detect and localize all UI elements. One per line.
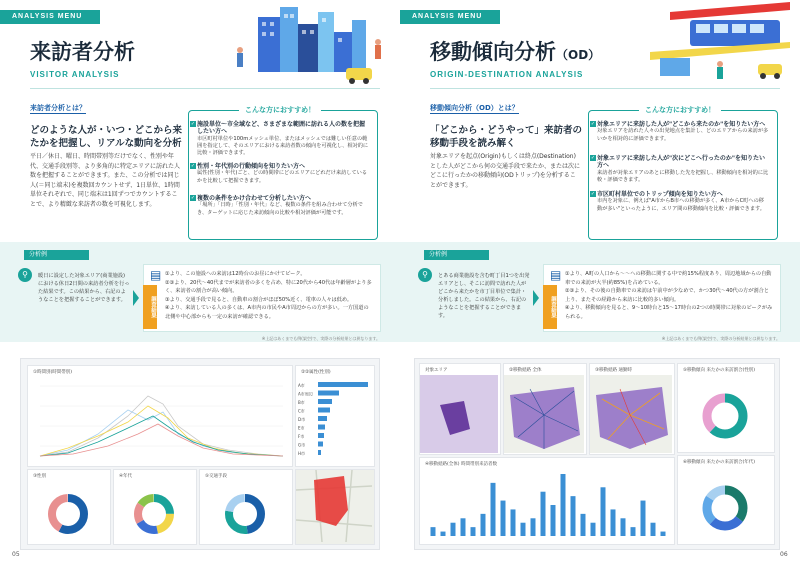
footnote: ※上記はあくまでも例(架空)で、実際の分析結果とは異なります。	[261, 336, 380, 341]
bar	[641, 501, 646, 536]
bar	[621, 518, 626, 536]
recommend-item-text: 市区町村単位や100mメッシュ単位、またはメッシュでは難しい任意の範囲を指定して、そのエリアにおける来訪者数の傾向を可視化し、相対的に比較・評価できます。	[197, 135, 369, 157]
panel-title: ②移動経路 全体	[509, 368, 542, 373]
page-title-suffix: （OD）	[556, 48, 601, 62]
bar	[441, 532, 446, 536]
map	[420, 375, 498, 453]
bar	[531, 518, 536, 536]
result-item: ①より、この施設への来訪は12時台のお昼にかけてピーク。	[165, 271, 306, 277]
recommend-item	[190, 121, 369, 157]
bar-label: A市周辺	[298, 391, 313, 397]
result-item: ①より、A町の人口から～～への移動に関する中で約15%程度あり、周辺地域からの自動車での来訪が大半(約85%)を占めている。	[565, 271, 772, 286]
lead-text: どのような人が・いつ・どこから来たかを把握し、リアルな動向を分析	[30, 125, 183, 149]
panel-title: 対象エリア	[425, 368, 448, 373]
recommend-item	[590, 155, 769, 184]
search-icon: ⚲	[18, 268, 32, 282]
lead-text: 「どこから・どうやって」来訪者の移動手段を読み解く	[430, 125, 583, 149]
body-text: 対象エリアを起点(Origin)もしくは終点(Destination)とした人がどこから何の交通手段で来たか、または次にどこに行ったかの移動傾向(ODトリップ)を分析することができます。	[430, 153, 581, 189]
series-line	[40, 406, 283, 456]
donut-panel-gender	[27, 469, 111, 545]
example-text: 暖日に設定した対象エリア(商業施設)における休日2日間の来訪者分析を行った結果です。この結果から、右記のようなことを把握することができます。	[38, 273, 130, 303]
map-panel-target	[419, 363, 501, 455]
result-label: 調査結果	[143, 285, 157, 329]
panel-title: ⑤交通手段	[205, 474, 228, 479]
recommend-item-text: 「場所」「日時」「性別・年代」など、複数の条件を組み合わせて分析でき、ターゲットに応じた来訪傾向の比較や相対評価が可能です。	[197, 202, 363, 216]
donut-chart	[678, 472, 772, 542]
bar	[318, 399, 332, 404]
recommend-item-head: 市区町村単位でのトリップ傾向を知りたい方へ	[597, 191, 723, 198]
bar	[581, 514, 586, 536]
bar-label: C市	[298, 408, 305, 414]
target-area	[314, 476, 348, 526]
check-icon: ✓	[190, 195, 196, 201]
page-subtitle: VISITOR ANALYSIS	[30, 70, 120, 79]
bar-label: B市	[298, 400, 305, 405]
document-icon: ▤	[550, 268, 562, 282]
page-title	[430, 36, 600, 66]
bar	[318, 382, 368, 387]
recommend-box	[188, 106, 378, 240]
bar	[571, 496, 576, 536]
recommend-item	[190, 163, 369, 185]
recommend-item-text: 市内を対象に、例えば"A市からB市への移動が多く、A市からC町への移動が多い"といったように、エリア間の移動傾向を比較・評価できます。	[597, 198, 765, 212]
bar-label: A市	[298, 383, 305, 388]
bar	[481, 514, 486, 536]
bar	[521, 523, 526, 536]
donut-chart	[114, 482, 194, 542]
result-item: ②③より、20代～40代までが来訪者の多くを占め、特に20代から40代は年齢層がより多く、来訪者の割合が高い傾向。	[165, 279, 372, 294]
recommend-item	[590, 191, 769, 213]
donut-chart	[200, 482, 290, 542]
bar	[551, 505, 556, 536]
map-panel	[295, 469, 375, 545]
donut-panel-transport	[199, 469, 293, 545]
recommend-item	[590, 121, 769, 143]
map	[296, 470, 372, 542]
bar	[501, 501, 506, 536]
right-page	[400, 0, 800, 566]
panel-title: ①時間別(時間帯別)	[33, 370, 73, 375]
city-illustration	[218, 2, 393, 92]
bar	[511, 509, 516, 536]
bar	[631, 527, 636, 536]
bar	[471, 527, 476, 536]
search-icon: ⚲	[418, 268, 432, 282]
bar	[491, 483, 496, 536]
recommend-item-text: 来訪者が対象エリアのあとに移動した先を把握し、移動傾向を相対的に比較・評価できます。	[597, 169, 769, 183]
bar	[318, 425, 325, 430]
bar-label: G市	[298, 442, 306, 448]
panel-title: ④移動経路(全体) 時間帯別来訪者数	[425, 462, 497, 467]
question-heading: 移動傾向分析（OD）とは？	[430, 104, 519, 112]
result-label: 調査結果	[543, 285, 557, 329]
recommend-item	[190, 195, 369, 217]
series-line	[40, 424, 283, 456]
horizontal-bar-chart	[296, 378, 372, 464]
flow-map	[504, 375, 584, 453]
panel-title: ③移動経路 通勤時	[595, 368, 632, 373]
donut-panel-age	[113, 469, 197, 545]
example-label: 分析例	[424, 250, 489, 260]
result-item: ②③より、その後の自動車での来訪は午前中が少なめで、かつ30代～40代の方が割合と上り、またその経路から来訪に比較的多い傾向。	[565, 288, 769, 303]
train-illustration	[650, 2, 795, 92]
bar	[318, 408, 330, 413]
result-item: ④より、来訪している人の多くは、A市内の市民やA市周辺からの方が多い。一方国道の北側や中心部からも一定の来訪が確認できる。	[165, 305, 369, 320]
page-subtitle: ORIGIN-DESTINATION ANALYSIS	[430, 70, 584, 79]
arrow-icon	[533, 290, 539, 306]
bar	[318, 391, 339, 396]
bar	[611, 509, 616, 536]
page-title: 来訪者分析	[30, 40, 135, 64]
histogram-panel	[419, 457, 675, 545]
document-icon: ▤	[150, 268, 162, 282]
bar-chart-panel	[295, 365, 375, 467]
check-icon: ✓	[590, 155, 596, 161]
bar-label: D市	[298, 417, 306, 422]
recommend-title: こんな方におすすめ！	[639, 105, 721, 115]
page-title-text: 移動傾向分析	[430, 40, 556, 64]
flow-map	[590, 375, 672, 453]
bar	[431, 527, 436, 536]
panel-title: ③性別	[33, 474, 47, 479]
line-chart-panel	[27, 365, 293, 467]
bar	[661, 532, 666, 536]
bar	[318, 416, 327, 421]
series-line	[40, 416, 283, 456]
page-number: 05	[12, 551, 20, 558]
histogram-chart	[422, 470, 672, 542]
donut-panel-gender	[677, 363, 775, 453]
result-item: ④より、移動傾向を見ると、9～10時台と15～17時台の2つの時間帯に対象のピークがみられる。	[565, 305, 773, 320]
bar-label: F市	[298, 434, 305, 439]
panel-title: ⑤移動傾向 来たかの来訪割合(性別)	[683, 368, 755, 373]
line-chart	[28, 376, 290, 466]
bar	[561, 474, 566, 536]
dashboard	[414, 358, 780, 550]
recommend-box	[588, 106, 778, 240]
bar-label: E市	[298, 425, 305, 431]
donut-chart	[678, 380, 772, 450]
body-text: 平日／休日、曜日、時間帯別等だけでなく、性別や年代、交通手段別等、より多角的に特定エリアに訪れた人数を把握することができます。また、この分析では同じ人(＝同じ端末)を複数回カウントせず、1日単位、1時間単位それぞれで、同じ端末は1回ずつでカウントすることで、より精緻な来訪者の数を可視化します。	[30, 153, 181, 208]
recommend-item-head: 複数の条件をかけ合わせて分析したい方へ	[197, 195, 312, 202]
menu-tab: ANALYSIS MENU 01	[0, 10, 100, 24]
bar	[601, 487, 606, 536]
dashboard	[20, 358, 380, 550]
recommend-item-head: 対象エリアに来訪した人が"どこから来たのか"を知りたい方へ	[597, 121, 766, 128]
recommend-item-head: 性別・年代別の行動傾向を知りたい方へ	[197, 163, 306, 170]
footnote: ※上記はあくまでも例(架空)で、実際の分析結果とは異なります。	[661, 336, 780, 341]
bar	[461, 518, 466, 536]
result-list	[565, 270, 773, 321]
check-icon: ✓	[190, 163, 196, 169]
example-label: 分析例	[24, 250, 89, 260]
result-item: ③より、交通手段で見ると、自動車の割合がほぼ50%近く、電車の人々は低め。	[165, 296, 353, 303]
bar	[318, 433, 324, 438]
menu-tab: ANALYSIS MENU 02	[400, 10, 500, 24]
recommend-title: こんな方におすすめ！	[239, 105, 321, 115]
panel-title: ⑥移動傾向 来たかの来訪割合(年代)	[683, 460, 755, 465]
recommend-item-text: 対象エリアを訪れた人々の出発地点を集計し、どのエリアからの来訪が多いかを相対的に評価できます。	[597, 128, 769, 142]
donut-chart	[28, 482, 108, 542]
bar	[318, 450, 321, 455]
bar	[591, 523, 596, 536]
bar	[318, 442, 323, 447]
question-heading: 来訪者分析とは？	[30, 104, 86, 112]
check-icon: ✓	[590, 191, 596, 197]
check-icon: ✓	[190, 121, 196, 127]
bar	[651, 523, 656, 536]
page-number: 06	[780, 551, 788, 558]
arrow-icon	[133, 290, 139, 306]
bar-label: H市	[298, 451, 306, 456]
donut-panel-age	[677, 455, 775, 545]
series-line	[40, 410, 283, 456]
bar	[451, 523, 456, 536]
bar	[541, 492, 546, 536]
panel-title: ②②属性(性別)	[301, 370, 331, 375]
example-text: とある商業施設を含む町丁目1つを出発エリアとし、そこに訪問で訪れた人がどこから来たかを市丁目単位で集計・分析しました。この結果から、右記のようなことを把握することができます。	[438, 273, 530, 319]
recommend-item-head: 対象エリアに来訪した人が"次にどこへ行ったのか"を知りたい方へ	[597, 155, 766, 170]
map-panel-flow-commute	[589, 363, 675, 455]
result-list	[165, 270, 373, 321]
map-panel-flow-all	[503, 363, 587, 455]
panel-title: ④年代	[119, 474, 133, 479]
recommend-item-head: 施設単位～市全域など、さまざまな範囲に訪れる人の数を把握したい方へ	[197, 121, 366, 136]
check-icon: ✓	[590, 121, 596, 127]
recommend-item-text: 属性(性別・年代)ごと、どの時間帯にどのエリアにどれだけ来訪しているかを比較して把握できます。	[197, 170, 368, 184]
